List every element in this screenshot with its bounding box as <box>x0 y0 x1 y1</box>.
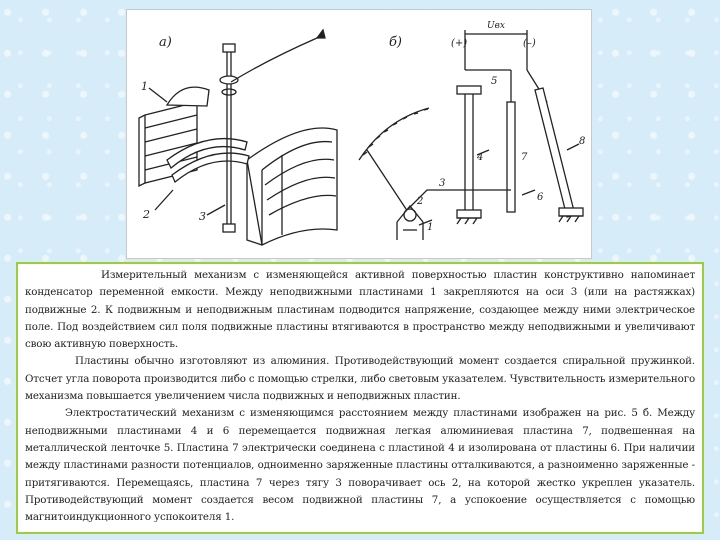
label-b-minus: (–) <box>523 38 536 49</box>
label-b-2: 2 <box>417 196 424 207</box>
figure-panel <box>126 9 592 259</box>
label-b-plus: (+) <box>451 38 468 49</box>
label-b-u: Uвх <box>487 21 505 31</box>
mechanism-diagram <box>127 10 593 260</box>
label-b-6: 6 <box>537 192 544 203</box>
paragraph-variable-distance: Электростатический механизм с изменяющимся расстоянием между пластинами изображен на рис. 5 б. Между неподвижными пластинами 4 и 6 перемещается подвижная легкая алюминиевая пластина 7, подвешенная на металлической ленточке 5. Пластина 7 электрически соединена с пластиной 4 и изолирована от пластины 6. При наличии между пластинами разности потенциалов, одноименно заряженные пластины отталкиваются, а разноименно заряженные - притягиваются. Перемещаясь, пластина 7 через тягу 3 поворачивает ось 2, на которой жестко укреплен указатель. Противодействующий момент создается весом подвижной пластины 7, а успокоение осуществляется с помощью магнитоиндукционного успокоителя 1. <box>25 407 695 524</box>
paragraph-variable-area: Измерительный механизм с изменяющейся активной поверхностью пластин конструктивно напоминает конденсатор переменной емкости. Между неподвижными пластинами 1 закрепляются на оси 3 (или на растяжках) подвижные 2. К подвижным и неподвижным пластинам подводится напряжение, создающее между ними электрическое поле. Под воздействием сил поля подвижные пластины втягиваются в пространство между неподвижными и увеличивают свою активную поверхность. <box>25 269 695 351</box>
label-b-8: 8 <box>579 136 586 147</box>
panel-a-drawing <box>139 30 337 245</box>
label-b-1: 1 <box>427 222 434 233</box>
description-text-box <box>16 262 704 534</box>
label-b-3: 3 <box>439 178 446 189</box>
label-a-3: 3 <box>199 210 206 223</box>
label-b-4: 4 <box>477 152 484 163</box>
label-a-2: 2 <box>143 208 150 221</box>
label-b-5: 5 <box>491 76 498 87</box>
label-a-1: 1 <box>141 80 148 93</box>
panel-b-label: б) <box>389 35 403 50</box>
panel-b-drawing <box>359 30 586 240</box>
paragraph-plates-material: Пластины обычно изготовляют из алюминия. Противодействующий момент создается спиральной пружинкой. Отсчет угла поворота производится либо с помощью стрелки, либо световым указателем. Чувствительность измерительного механизма повышается увеличением числа подвижных и неподвижных пластин. <box>25 355 695 403</box>
label-b-7: 7 <box>521 152 528 163</box>
panel-a-label: а) <box>159 35 172 50</box>
